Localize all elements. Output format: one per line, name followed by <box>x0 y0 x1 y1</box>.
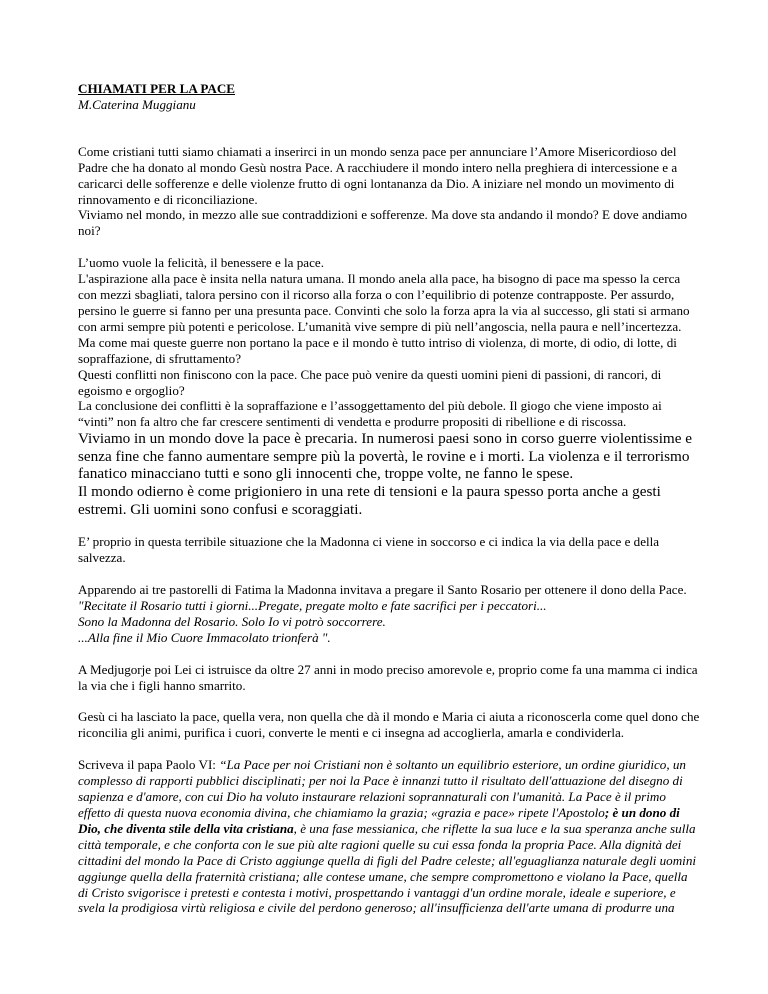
paragraph-happiness: L’uomo vuole la felicità, il benessere e la pace. <box>78 255 325 271</box>
paragraph-fatima <box>78 582 700 646</box>
paragraph-madonna-help: E’ proprio in questa terribile situazione che la Madonna ci viene in soccorso e ci indica la via della pace e della salvezza. <box>78 534 660 566</box>
paragraph-intro-question: Viviamo nel mondo, in mezzo alle sue contraddizioni e sofferenze. Ma dove sta andando il mondo? E dove andiamo noi? <box>78 207 688 239</box>
paragraph-wars-question: Ma come mai queste guerre non portano la pace e il mondo è tutto intriso di violenza, di morte, di odio, di lotte, di sopraffazione, di sfruttamento? <box>78 334 677 366</box>
paragraph-precarious-peace: Viviamo in un mondo dove la pace è precaria. In numerosi paesi sono in corso guerre violentissime e senza fine che fanno aumentare sempre più la povertà, le rovine e i morti. La violenza e il terrorismo fanatico minacciano tutti e sono gli innocenti che, troppe volte, ne fanno le spese. <box>78 430 693 483</box>
author-name: M.Caterina Muggianu <box>78 96 196 112</box>
fatima-quote-3: ...Alla fine il Mio Cuore Immacolato trionferà ". <box>78 629 331 645</box>
fatima-quote-1: "Recitate il Rosario tutti i giorni...Pregate, pregate molto e fate sacrifici per i peccatori... <box>78 597 547 613</box>
paul-vi-quote-part-2: , è una fase messianica, che riflette la sua luce e la sua speranza anche sulla città temporale, e che conforta con le sue più alte ragioni quelle su cui essa fonda la propria Pace. Alla dignità dei cittadini del mondo la Pace di Cristo aggiunge quella di figli del Padre celeste; all'eguaglianza naturale degli uomini aggiunge quella della fraternità cristiana; alle contese umane, che sempre compromettono e violano la Pace, quella di Cristo svigorisce i pretesti e contesta i motivi, prospettando i vantaggi d'un ordine morale, ideale e superiore, e svela la prodigiosa virtù religiosa e civile del perdono generoso; all'insufficienza dell'arte umana di produrre una <box>78 820 697 916</box>
fatima-quote-2: Sono la Madonna del Rosario. Solo Io vi potrò soccorrere. <box>78 613 386 629</box>
paul-vi-lead: Scriveva il papa Paolo VI: <box>78 757 220 773</box>
paragraph-medjugorje: A Medjugorje poi Lei ci istruisce da oltre 27 anni in modo preciso amorevole e, proprio come fa una mamma ci indica la via che i figli hanno smarrito. <box>78 661 698 693</box>
paragraph-intro: Come cristiani tutti siamo chiamati a inserirci in un mondo senza pace per annunciare l’Amore Misericordioso del Padre che ha donato al mondo Gesù nostra Pace. A racchiudere il mondo intero nella preghiera di intercessione e a caricarci delle sofferenze e delle violenze frutto di ogni lontananza da Dio. A iniziare nel mondo un movimento di rinnovamento e di riconciliazione. <box>78 143 678 207</box>
paragraph-aspiration: L'aspirazione alla pace è insita nella natura umana. Il mondo anela alla pace, ha bisogno di pace ma spesso la cerca con mezzi sbagliati, talora persino con il ricorso alla forza o con l’equilibrio di potenze contrapposte. Per assurdo, persino le guerre si fanno per una presunta pace. Convinti che solo la forza apra la via al successo, gli stati si armano con armi sempre più potenti e pericolose. L’umanità vive sempre di più nell’angoscia, nella paura e nell’incertezza. <box>78 271 690 334</box>
paragraph-jesus-peace: Gesù ci ha lasciato la pace, quella vera, non quella che dà il mondo e Maria ci aiuta a riconoscerla come quel dono che riconcilia gli animi, purifica i cuori, converte le menti e ci insegna ad accoglierla, amarla e condividerla. <box>78 709 700 741</box>
page-title: CHIAMATI PER LA PACE <box>78 81 236 96</box>
paragraph-prisoner-world: Il mondo odierno è come prigioniero in una rete di tensioni e la paura spesso porta anche a gesti estremi. Gli uomini sono confusi e scoraggiati. <box>78 483 661 518</box>
paragraph-conclusion: La conclusione dei conflitti è la sopraffazione e l’assoggettamento del più debole. Il giogo che viene imposto ai “vinti” non fa altro che far crescere sentimenti di vendetta e produrre propositi di ribellione e di riscossa. <box>78 398 662 430</box>
paul-vi-quote-bold: ; è un dono di Dio, che diventa stile della vita cristiana <box>78 804 680 836</box>
paragraph-conflicts: Questi conflitti non finiscono con la pace. Che pace può venire da questi uomini pieni di passioni, di rancori, di egoismo e orgoglio? <box>78 366 662 398</box>
paragraph-paul-vi <box>78 757 700 916</box>
document-body <box>78 81 700 932</box>
fatima-intro: Apparendo ai tre pastorelli di Fatima la Madonna invitava a pregare il Santo Rosario per ottenere il dono della Pace. <box>78 582 687 597</box>
paul-vi-quote-part-1: “La Pace per noi Cristiani non è soltanto un equilibrio esteriore, un ordine giuridico, un complesso di rapporti pubblici disciplinati; per noi la Pace è innanzi tutto il risultato dell'attuazione del disegno di sapienza e d'amore, con cui Dio ha voluto instaurare relazioni soprannaturali con l'umanità. La Pace è il primo effetto di questa nuova economia divina, che chiamiamo la grazia; «grazia e pace» ripete l'Apostolo <box>78 757 686 820</box>
